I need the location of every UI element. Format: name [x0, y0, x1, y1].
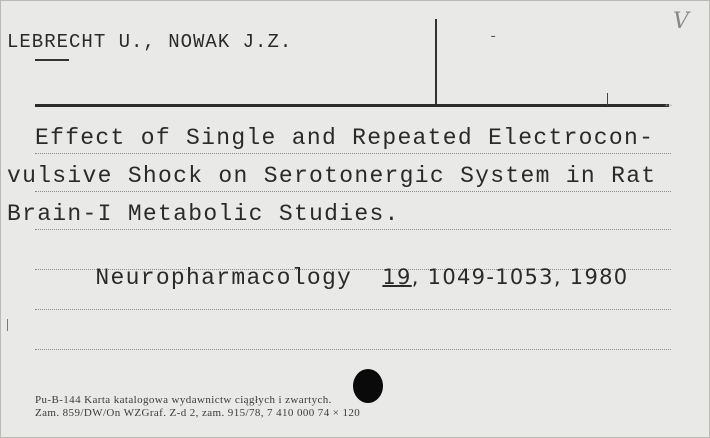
rule-end-mark: ←: [665, 97, 673, 111]
pages-year: , 1049-1053, 1980: [411, 265, 629, 289]
guide-line-1: [35, 153, 671, 154]
corner-check-mark: V: [673, 9, 689, 34]
guide-line-2: [35, 191, 671, 192]
guide-line-3: [35, 229, 671, 230]
rule-tick-mark: [607, 93, 608, 105]
header-vertical-divider: [435, 19, 437, 105]
citation-line: [35, 239, 628, 317]
footer-line-1: Pu-B-144 Karta katalogowa wydawnictw ciągłych i zwartych.: [35, 394, 332, 406]
journal-name: Neuropharmacology: [95, 265, 353, 291]
authors-text: LEBRECHT U., NOWAK J.Z.: [7, 31, 293, 53]
title-line-3: Brain-I Metabolic Studies.: [7, 201, 400, 227]
footer-line-2: Zam. 859/DW/On WZGraf. Z-d 2, zam. 915/78, 7 410 000 74 × 120: [35, 407, 361, 419]
title-line-1: Effect of Single and Repeated Electrocon-: [35, 125, 655, 151]
title-line-2: vulsive Shock on Serotonergic System in Rat: [7, 163, 657, 189]
header-rule: [35, 104, 669, 107]
filing-underline: [35, 59, 69, 61]
margin-mark: [7, 319, 8, 331]
guide-line-6: [35, 349, 671, 350]
volume-number: 19: [382, 265, 412, 289]
hyphen-mark: -: [489, 29, 498, 45]
punch-hole: [353, 369, 383, 403]
